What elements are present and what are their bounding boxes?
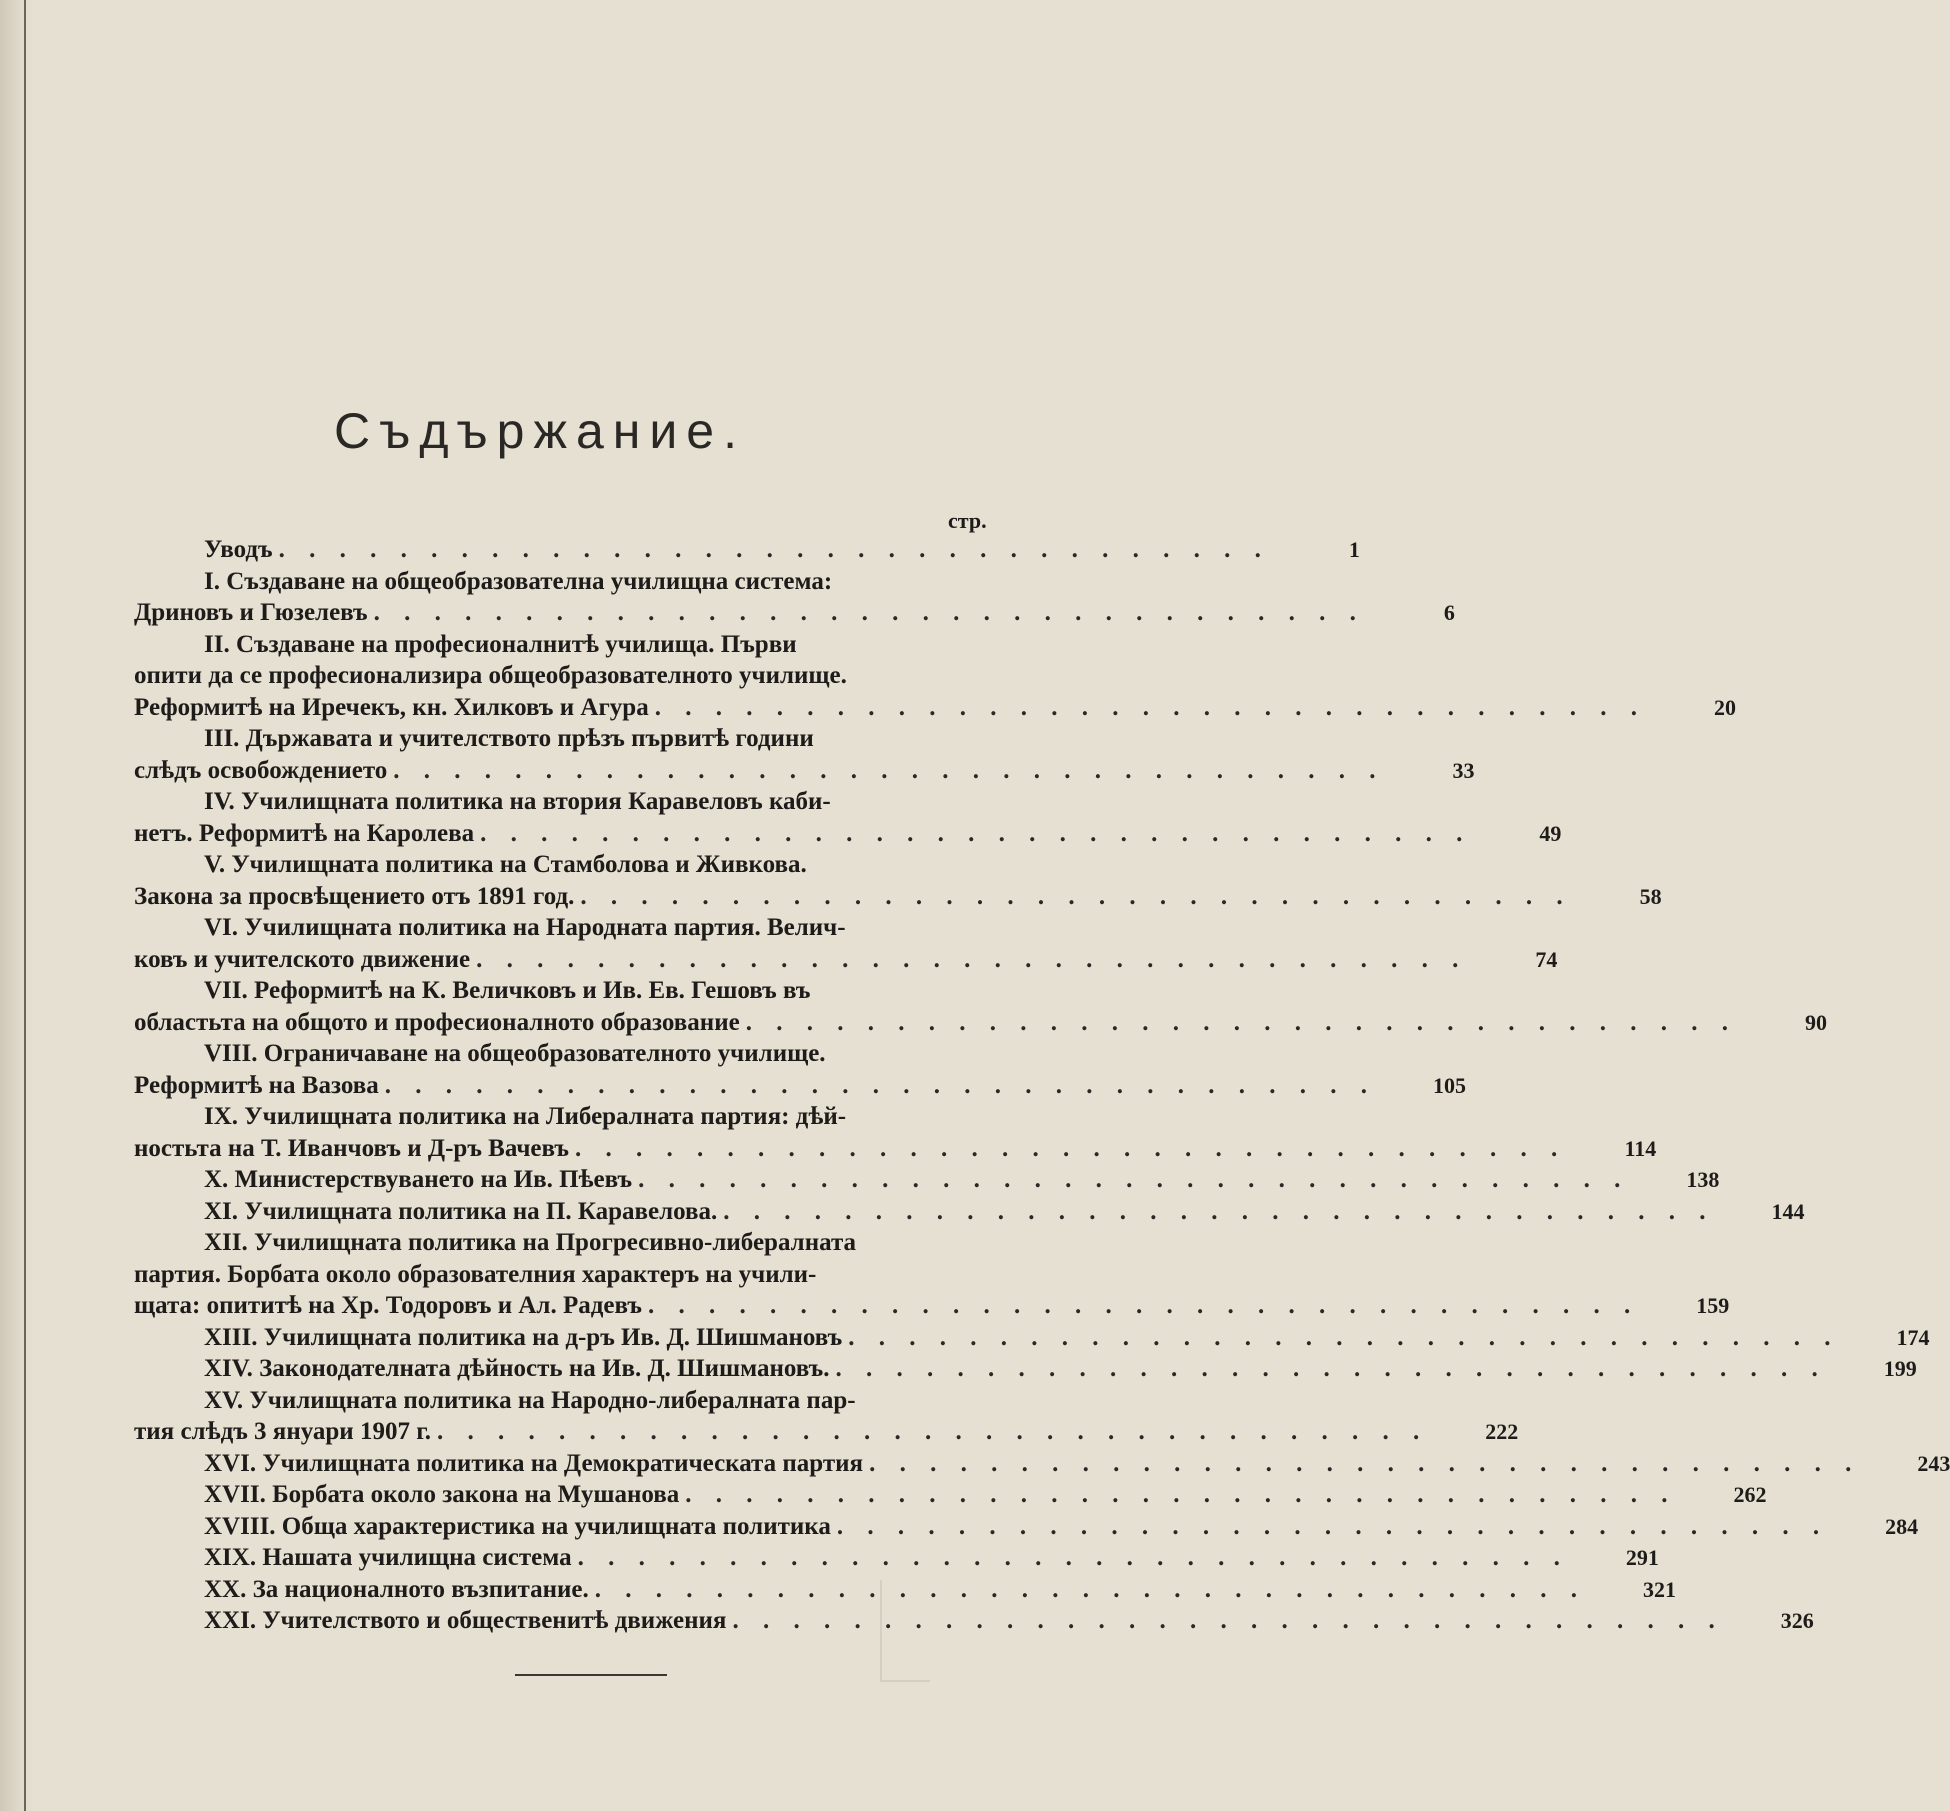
toc-entry-page-number: 138 — [1686, 1167, 1720, 1192]
toc-entry — [134, 1164, 1720, 1196]
toc-entry-line: Реформитѣ на Иречекъ, кн. Хилковъ и Агура . . . . . . . . . . . . . . . . . . . . . . . . . . . . . . . . . — [134, 692, 1646, 724]
toc-entry-page-number: 1 — [1348, 537, 1360, 562]
toc-entry-page-number: 222 — [1485, 1419, 1519, 1444]
dot-leader: . . . . . . . . . . . . . . . . . . . . . . . . . . . . . . . . . — [577, 1544, 1569, 1571]
toc-entry-line: XV. Училищната политика на Народно-либералната пар- — [204, 1386, 856, 1414]
toc-entry-line: Уводъ . . . . . . . . . . . . . . . . . . . . . . . . . . . . . . . . . — [134, 534, 1270, 566]
dot-leader: . . . . . . . . . . . . . . . . . . . . . . . . . . . . . . . . . — [869, 1449, 1861, 1477]
toc-entry-page-number: 6 — [1443, 600, 1455, 625]
toc-entry-page-number: 114 — [1624, 1135, 1657, 1161]
toc-entry-text — [134, 912, 1467, 975]
toc-entry-line: X. Министерствуването на Ив. Пѣевъ . . . . . . . . . . . . . . . . . . . . . . . . . . . . . . . . . — [134, 1164, 1629, 1196]
toc-entry-line: XIV. Законодателната дѣйность на Ив. Д. Шишмановъ. . . . . . . . . . . . . . . . . . . . . . . . . . . . . . . . . . — [134, 1353, 1827, 1385]
toc-entry-page-number: 144 — [1771, 1198, 1805, 1224]
toc-entry-text — [134, 1511, 1828, 1543]
toc-entry-page-number: 90 — [1804, 1009, 1827, 1035]
toc-entry — [134, 1038, 1466, 1101]
toc-entry-line: XVI. Училищната политика на Демократическата партия . . . . . . . . . . . . . . . . . . . . . . . . . . . . . . . . . — [134, 1448, 1860, 1480]
toc-entry-line: XVIII. Обща характеристика на училищната политика . . . . . . . . . . . . . . . . . . . . . . . . . . . . . . . . . — [134, 1511, 1828, 1543]
toc-entry-page-number: 243 — [1917, 1450, 1950, 1476]
toc-entry — [134, 1511, 1919, 1543]
toc-entry-line: партия. Борбата около образователния характеръ на учили- — [134, 1260, 817, 1288]
toc-entry — [134, 849, 1662, 912]
toc-entry — [134, 786, 1562, 849]
dot-leader: . . . . . . . . . . . . . . . . . . . . . . . . . . . . . . . . . — [745, 1008, 1737, 1036]
toc-entry-line: IV. Училищната политика на втория Каравеловъ каби- — [204, 788, 831, 815]
toc-entry-text — [134, 534, 1270, 566]
toc-entry-line: тия слѣдъ 3 януари 1907 г. . . . . . . . . . . . . . . . . . . . . . . . . . . . . . . . . . — [134, 1416, 1428, 1448]
dot-leader: . . . . . . . . . . . . . . . . . . . . . . . . . . . . . . . . . — [480, 819, 1472, 847]
toc-entry-text — [134, 1196, 1715, 1228]
toc-entry-text — [134, 1164, 1629, 1196]
toc-entry — [134, 723, 1475, 786]
toc-entry-line: XXI. Учителството и общественитѣ движения . . . . . . . . . . . . . . . . . . . . . . . . . . . . . . . . . — [134, 1605, 1724, 1637]
toc-entry — [134, 629, 1736, 724]
toc-entry-line: VIII. Ограничаване на общеобразователното училище. — [204, 1040, 826, 1067]
dot-leader: . . . . . . . . . . . . . . . . . . . . . . . . . . . . . . . . . — [476, 945, 1468, 973]
page-column-label: стр. — [948, 508, 987, 533]
toc-entry-line: I. Създаване на общеобразователна училищна система: — [204, 567, 833, 595]
toc-entry — [134, 1385, 1519, 1448]
dot-leader: . . . . . . . . . . . . . . . . . . . . . . . . . . . . . . . . . — [848, 1323, 1840, 1351]
toc-entry-line: XI. Училищната политика на П. Каравелова. . . . . . . . . . . . . . . . . . . . . . . . . . . . . . . . . . — [134, 1196, 1715, 1228]
dot-leader: . . . . . . . . . . . . . . . . . . . . . . . . . . . . . . . . . — [723, 1197, 1715, 1225]
toc-entry-line: Реформитѣ на Вазова . . . . . . . . . . . . . . . . . . . . . . . . . . . . . . . . . — [134, 1070, 1376, 1102]
toc-entry — [134, 1479, 1767, 1511]
toc-entry-line: XX. За националното възпитание. . . . . . . . . . . . . . . . . . . . . . . . . . . . . . . . . . — [134, 1574, 1586, 1606]
toc-entry-line: нетъ. Реформитѣ на Каролева . . . . . . . . . . . . . . . . . . . . . . . . . . . . . . . . . — [134, 818, 1471, 850]
toc-entry-text — [134, 1353, 1827, 1385]
toc-entry-line: XIX. Нашата училищна система . . . . . . . . . . . . . . . . . . . . . . . . . . . . . . . . . — [134, 1542, 1569, 1574]
dot-leader: . . . . . . . . . . . . . . . . . . . . . . . . . . . . . . . . . — [580, 882, 1572, 910]
toc-entry-text — [134, 1227, 1639, 1322]
toc-entry-page-number: 174 — [1896, 1324, 1930, 1350]
toc-entry-text — [134, 1385, 1428, 1448]
toc-entry-page-number: 20 — [1713, 694, 1736, 720]
toc-entry-page-number: 58 — [1639, 883, 1662, 909]
toc-entry-page-number: 105 — [1433, 1072, 1466, 1098]
toc-entry-line: ковъ и учителското движение . . . . . . . . . . . . . . . . . . . . . . . . . . . . . . . . . — [134, 944, 1467, 976]
toc-entry — [134, 566, 1455, 629]
toc-entry-line: VII. Реформитѣ на К. Величковъ и Ив. Ев. Гешовъ въ — [204, 977, 811, 1004]
toc-entry-text — [134, 1479, 1677, 1511]
toc-entry-line: щата: опититѣ на Хр. Тодоровъ и Ал. Радевъ . . . . . . . . . . . . . . . . . . . . . . . . . . . . . . . . . — [134, 1290, 1639, 1322]
toc-entry-text — [134, 1038, 1376, 1101]
toc-entry-line: XII. Училищната политика на Прогресивно-либералната — [204, 1229, 857, 1256]
toc-entry-text — [134, 566, 1365, 629]
dot-leader: . . . . . . . . . . . . . . . . . . . . . . . . . . . . . . . . . — [685, 1481, 1677, 1508]
toc-entry-page-number: 159 — [1696, 1293, 1730, 1318]
dot-leader: . . . . . . . . . . . . . . . . . . . . . . . . . . . . . . . . . — [373, 599, 1365, 626]
toc-entry — [134, 975, 1827, 1038]
dot-leader: . . . . . . . . . . . . . . . . . . . . . . . . . . . . . . . . . — [836, 1512, 1829, 1540]
toc-entry-line: слѣдъ освобождението . . . . . . . . . . . . . . . . . . . . . . . . . . . . . . . . . — [134, 755, 1385, 787]
bottom-rule — [515, 1674, 667, 1676]
toc-entry-line: Дриновъ и Гюзелевъ . . . . . . . . . . . . . . . . . . . . . . . . . . . . . . . . . — [134, 597, 1365, 629]
dot-leader: . . . . . . . . . . . . . . . . . . . . . . . . . . . . . . . . . — [384, 1071, 1376, 1099]
toc-entry — [134, 1353, 1917, 1385]
table-of-contents — [134, 534, 1950, 1637]
toc-entry-text — [134, 1542, 1569, 1574]
dot-leader: . . . . . . . . . . . . . . . . . . . . . . . . . . . . . . . . . — [647, 1292, 1640, 1319]
dot-leader: . . . . . . . . . . . . . . . . . . . . . . . . . . . . . . . . . — [393, 756, 1385, 784]
toc-entry-page-number: 199 — [1883, 1356, 1917, 1381]
toc-entry-text — [134, 629, 1646, 724]
toc-entry-page-number: 262 — [1733, 1482, 1767, 1507]
dot-leader: . . . . . . . . . . . . . . . . . . . . . . . . . . . . . . . . . — [594, 1575, 1586, 1603]
toc-entry — [134, 1196, 1805, 1228]
toc-entry-text — [134, 786, 1471, 849]
toc-entry-line: XVII. Борбата около закона на Мушанова . . . . . . . . . . . . . . . . . . . . . . . . . . . . . . . . . — [134, 1479, 1677, 1511]
toc-entry — [134, 1101, 1657, 1164]
toc-entry — [134, 912, 1558, 975]
toc-entry-line: XIII. Училищната политика на д-ръ Ив. Д. Шишмановъ . . . . . . . . . . . . . . . . . . . . . . . . . . . . . . . . . — [134, 1322, 1840, 1354]
toc-entry-text — [134, 1322, 1840, 1354]
toc-entry-line: ностьта на Т. Иванчовъ и Д-ръ Вачевъ . . . . . . . . . . . . . . . . . . . . . . . . . . . . . . . . . — [134, 1133, 1566, 1165]
toc-entry — [134, 1542, 1659, 1574]
toc-entry — [134, 1448, 1950, 1480]
toc-entry-line: V. Училищната политика на Стамболова и Живкова. — [204, 851, 807, 878]
toc-entry-line: VI. Училищната политика на Народната партия. Велич- — [204, 914, 846, 941]
dot-leader: . . . . . . . . . . . . . . . . . . . . . . . . . . . . . . . . . — [654, 693, 1646, 721]
toc-entry — [134, 1227, 1730, 1322]
toc-entry-text — [134, 849, 1572, 912]
toc-entry-text — [134, 1101, 1566, 1164]
toc-entry-line: областьта на общото и професионалното образование . . . . . . . . . . . . . . . . . . . . . . . . . . . . . . . . . — [134, 1007, 1737, 1039]
dot-leader: . . . . . . . . . . . . . . . . . . . . . . . . . . . . . . . . . — [574, 1134, 1567, 1162]
dot-leader: . . . . . . . . . . . . . . . . . . . . . . . . . . . . . . . . . — [638, 1166, 1630, 1193]
toc-entry-line: опити да се професионализира общеобразователното училище. — [134, 662, 847, 689]
toc-entry-page-number: 74 — [1535, 946, 1558, 972]
dot-leader: . . . . . . . . . . . . . . . . . . . . . . . . . . . . . . . . . — [732, 1607, 1724, 1634]
book-spine-shadow — [0, 0, 34, 1811]
toc-entry-page-number: 33 — [1452, 757, 1475, 783]
dot-leader: . . . . . . . . . . . . . . . . . . . . . . . . . . . . . . . . . — [278, 536, 1270, 563]
toc-entry-page-number: 326 — [1780, 1608, 1814, 1633]
toc-entry-text — [134, 975, 1737, 1038]
toc-entry — [134, 534, 1360, 566]
page-title: Съдържание. — [334, 403, 746, 459]
toc-entry-text — [134, 723, 1385, 786]
toc-entry-line: Закона за просвѣщението отъ 1891 год. . . . . . . . . . . . . . . . . . . . . . . . . . . . . . . . . . — [134, 881, 1572, 913]
toc-entry-line: II. Създаване на професионалнитѣ училища. Първи — [204, 630, 797, 658]
toc-entry-page-number: 291 — [1625, 1545, 1659, 1570]
dot-leader: . . . . . . . . . . . . . . . . . . . . . . . . . . . . . . . . . — [835, 1355, 1827, 1382]
toc-entry — [134, 1322, 1930, 1354]
toc-entry-line: IX. Училищната политика на Либералната партия: дѣй- — [204, 1103, 847, 1130]
toc-entry-text — [134, 1574, 1586, 1606]
toc-entry-text — [134, 1448, 1860, 1480]
book-spine-line — [24, 0, 26, 1811]
paper-mark — [880, 1580, 930, 1682]
toc-entry-page-number: 321 — [1643, 1576, 1676, 1602]
toc-entry-page-number: 49 — [1539, 820, 1562, 846]
toc-entry-page-number: 284 — [1885, 1513, 1919, 1539]
toc-entry-line: III. Държавата и учителството прѣзъ първитѣ години — [204, 725, 814, 752]
dot-leader: . . . . . . . . . . . . . . . . . . . . . . . . . . . . . . . . . — [437, 1418, 1429, 1445]
